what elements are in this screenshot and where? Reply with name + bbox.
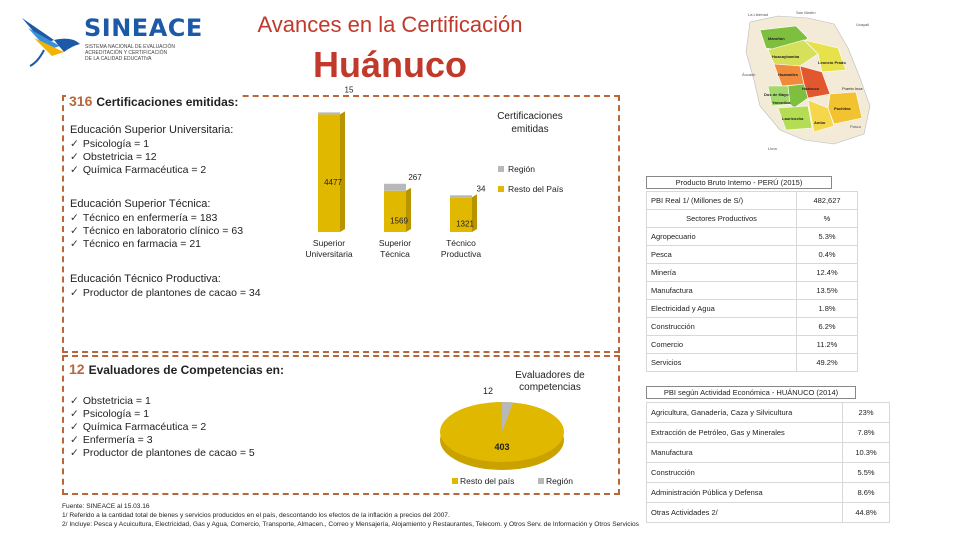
- table-row: [647, 443, 890, 463]
- table-cell: 11.2%: [797, 336, 858, 354]
- logo-subtitle: SISTEMA NACIONAL DE EVALUACIÓN ACREDITACIÓN Y CERTIFICACIÓN DE LA CALIDAD EDUCATIVA: [85, 44, 176, 62]
- footer-note-1: 1/ Referido a la cantidad total de bienes y servicios producidos en el país, descontando los efectos de la inflación a precios del 2007.: [62, 512, 450, 519]
- check-icon: ✓: [70, 434, 79, 446]
- legend-region-swatch: [498, 166, 504, 172]
- chart-title: Evaluadores de competencias: [515, 370, 585, 393]
- check-icon: ✓: [70, 408, 79, 420]
- certifications-bar-chart: [280, 85, 610, 270]
- list-item: ✓ Técnico en laboratorio clínico = 63: [70, 225, 244, 237]
- legend-rest-label: Resto del País: [508, 184, 564, 194]
- list-item: ✓ Psicología = 1: [70, 408, 150, 420]
- map-label: Puerto Inca: [842, 86, 863, 91]
- map-label: San Martín: [796, 10, 816, 15]
- legend-rest-label: Resto del país: [460, 476, 515, 486]
- group-list: [70, 212, 243, 251]
- map-label: Pachitea: [834, 106, 851, 111]
- bar-region: [384, 184, 406, 191]
- table-row: [647, 354, 858, 372]
- table-cell: Comercio: [647, 336, 797, 354]
- page-title: Avances en la Certificación: [257, 12, 523, 37]
- group-list: [70, 287, 261, 300]
- table-cell: 10.3%: [843, 443, 890, 463]
- table-cell: Manufactura: [647, 282, 797, 300]
- map-label: Marañón: [768, 36, 785, 41]
- hummingbird-logo-icon: [14, 10, 84, 70]
- footer-notes: [62, 502, 782, 529]
- table-cell: Otras Actividades 2/: [647, 503, 843, 523]
- table-row: [647, 336, 858, 354]
- table-row: [647, 483, 890, 503]
- certifications-heading: 316 Certificaciones emitidas:: [66, 93, 241, 109]
- check-icon: ✓: [70, 151, 79, 163]
- table-header: Sectores Productivos: [647, 210, 797, 228]
- bar-label-rest: 4477: [324, 178, 342, 188]
- table-cell: 12.4%: [797, 264, 858, 282]
- map-label: Lima: [768, 146, 777, 151]
- group-title: Educación Técnico Productiva:: [70, 273, 221, 285]
- table-cell: Manufactura: [647, 443, 843, 463]
- chart-title: Certificaciones emitidas: [497, 111, 563, 135]
- table-row: [647, 318, 858, 336]
- map-label: Leoncio Prado: [818, 60, 846, 65]
- list-item: ✓ Productor de plantones de cacao = 5: [70, 447, 255, 459]
- table-row: [647, 463, 890, 483]
- table-row: [647, 264, 858, 282]
- table-cell: 6.2%: [797, 318, 858, 336]
- bar-rest: [318, 114, 340, 232]
- check-icon: ✓: [70, 138, 79, 150]
- check-icon: ✓: [70, 225, 79, 237]
- bar-region: [450, 195, 472, 197]
- check-icon: ✓: [70, 238, 79, 250]
- category-label: Superior Universitaria: [305, 238, 353, 259]
- map-label: Lauricocha: [782, 116, 804, 121]
- map-label: Huamalíes: [778, 72, 799, 77]
- map-label: Pasco: [850, 124, 862, 129]
- bar-label-rest: 1321: [456, 219, 474, 229]
- evaluators-list: [70, 395, 255, 460]
- table-cell: 7.8%: [843, 423, 890, 443]
- table-cell: 0.4%: [797, 246, 858, 264]
- footer-note-2: 2/ Incluye: Pesca y Acuicultura, Electricidad, Gas y Agua, Comercio, Transporte, Almacen., Correo y Mensajería, Alojamiento y Restaurantes, Telecom. y Otros Serv. de Información y Otros Servicios: [62, 521, 639, 528]
- check-icon: ✓: [70, 164, 79, 176]
- list-item: ✓ Enfermería = 3: [70, 434, 153, 446]
- list-item: ✓ Química Farmacéutica = 2: [70, 421, 207, 433]
- map-label: La Libertad: [748, 12, 769, 17]
- map-label: Yarowilca: [772, 100, 791, 105]
- category-label: Técnico Productiva: [440, 238, 482, 259]
- table-row: [647, 246, 858, 264]
- table-cell: Agropecuario: [647, 228, 797, 246]
- check-icon: ✓: [70, 287, 79, 299]
- evaluators-pie-chart: [420, 362, 620, 492]
- check-icon: ✓: [70, 395, 79, 407]
- table-row: [647, 228, 858, 246]
- footer-source: Fuente: SINEACE al 15.03.16: [62, 503, 150, 510]
- table-cell: Extracción de Petróleo, Gas y Minerales: [647, 423, 843, 443]
- bar-rest: [384, 191, 406, 232]
- pie-label-region: 12: [482, 386, 494, 396]
- check-icon: ✓: [70, 447, 79, 459]
- table-cell: Administración Pública y Defensa: [647, 483, 843, 503]
- table-cell: Pesca: [647, 246, 797, 264]
- bar-label-region: 15: [344, 85, 354, 95]
- bar-rest-side: [340, 111, 345, 232]
- list-item: ✓ Técnico en farmacia = 21: [70, 238, 201, 250]
- logo-brand: SINEACE: [84, 14, 203, 42]
- table-cell: 13.5%: [797, 282, 858, 300]
- table-cell: PBI Real 1/ (Millones de S/): [647, 192, 797, 210]
- legend-rest-swatch: [498, 186, 504, 192]
- table-cell: 49.2%: [797, 354, 858, 372]
- table-cell: 23%: [843, 403, 890, 423]
- evaluators-heading: 12 Evaluadores de Competencias en:: [66, 361, 287, 377]
- table-cell: Construcción: [647, 318, 797, 336]
- pbi-peru-table: [646, 191, 858, 372]
- table-header: %: [797, 210, 858, 228]
- table-cell: 5.5%: [843, 463, 890, 483]
- region-map: [738, 8, 878, 158]
- table-row: [647, 282, 858, 300]
- table-row: [647, 210, 858, 228]
- table-cell: 5.3%: [797, 228, 858, 246]
- table-cell: 8.6%: [843, 483, 890, 503]
- table-cell: 482,627: [797, 192, 858, 210]
- table-cell: 44.8%: [843, 503, 890, 523]
- legend-rest-swatch: [452, 478, 458, 484]
- map-label: Ucayali: [856, 22, 870, 27]
- list-item: ✓ Química Farmacéutica = 2: [70, 164, 207, 176]
- pbi-huanuco-title: PBI según Actividad Económica - HUÁNUCO (2014): [646, 386, 856, 399]
- table-cell: Electricidad y Agua: [647, 300, 797, 318]
- list-item: ✓ Obstetricia = 12: [70, 151, 157, 163]
- check-icon: ✓: [70, 212, 79, 224]
- bar-label-region: 34: [476, 184, 486, 194]
- legend-region-swatch: [538, 478, 544, 484]
- table-cell: Servicios: [647, 354, 797, 372]
- table-cell: Agricultura, Ganadería, Caza y Silvicultura: [647, 403, 843, 423]
- table-cell: Construcción: [647, 463, 843, 483]
- sineace-logo: [14, 10, 214, 70]
- category-label: Superior Técnica: [378, 238, 412, 259]
- group-list: [70, 138, 206, 177]
- table-cell: 1.8%: [797, 300, 858, 318]
- region-title: Huánuco: [312, 44, 467, 85]
- list-item: ✓ Técnico en enfermería = 183: [70, 212, 218, 224]
- list-item: ✓ Psicología = 1: [70, 138, 150, 150]
- table-cell: Minería: [647, 264, 797, 282]
- map-label: Ambo: [814, 120, 826, 125]
- bar-label-rest: 1569: [390, 216, 408, 226]
- table-row: [647, 403, 890, 423]
- group-title: Educación Superior Técnica:: [70, 198, 211, 210]
- map-label: Huánuco: [802, 86, 820, 91]
- table-row: [647, 423, 890, 443]
- check-icon: ✓: [70, 421, 79, 433]
- bar-label-region: 267: [408, 172, 422, 182]
- legend-region-label: Región: [546, 476, 573, 486]
- map-label: Huacaybamba: [772, 54, 800, 59]
- legend-region-label: Región: [508, 164, 535, 174]
- table-row: [647, 300, 858, 318]
- pie-label-rest: 403: [494, 442, 510, 452]
- table-row: [647, 192, 858, 210]
- list-item: ✓ Productor de plantones de cacao = 34: [70, 287, 261, 299]
- list-item: ✓ Obstetricia = 1: [70, 395, 151, 407]
- pbi-peru-title: Producto Bruto Interno - PERÚ (2015): [646, 176, 832, 189]
- group-title: Educación Superior Universitaria:: [70, 124, 234, 136]
- map-label: Dos de Mayo: [764, 92, 789, 97]
- map-label: Áncash: [742, 72, 756, 77]
- bar-region: [318, 112, 340, 114]
